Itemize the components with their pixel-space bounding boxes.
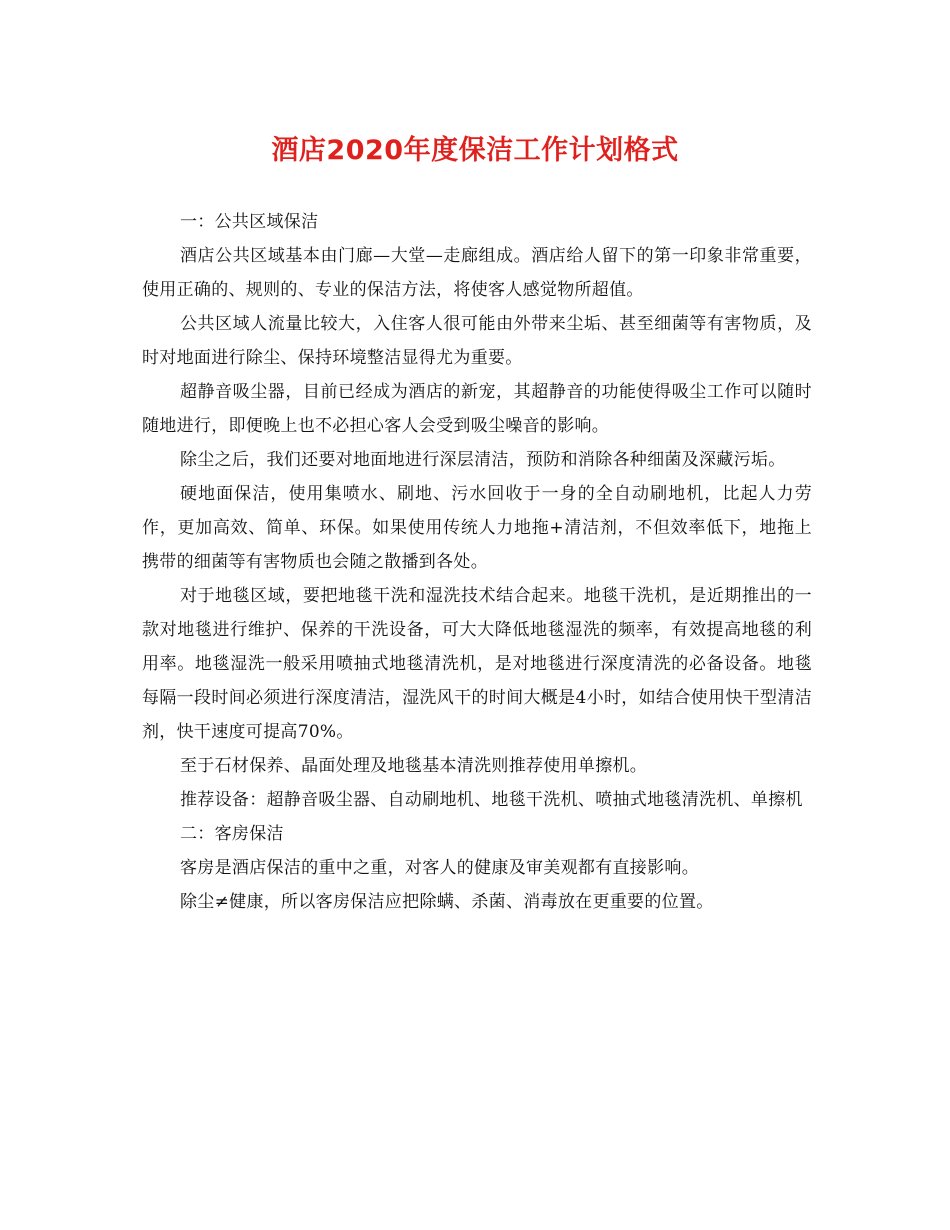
- paragraph: 硬地面保洁，使用集喷水、刷地、污水回收于一身的全自动刷地机，比起人力劳作，更加高效、简单、环保。如果使用传统人力地拖+清洁剂，不但效率低下，地拖上携带的细菌等有害物质也会随之散播到各处。: [142, 484, 812, 572]
- paragraph: 酒店公共区域基本由门廊—大堂—走廊组成。酒店给人留下的第一印象非常重要，使用正确的、规则的、专业的保洁方法，将使客人感觉物所超值。: [142, 246, 812, 300]
- paragraph: 公共区域人流量比较大，入住客人很可能由外带来尘垢、甚至细菌等有害物质，及时对地面进行除尘、保持环境整洁显得尤为重要。: [142, 314, 812, 368]
- paragraph: 除尘≠健康，所以客房保洁应把除螨、杀菌、消毒放在更重要的位置。: [180, 892, 714, 912]
- paragraph: 超静音吸尘器，目前已经成为酒店的新宠，其超静音的功能使得吸尘工作可以随时随地进行，即便晚上也不必担心客人会受到吸尘噪音的影响。: [142, 382, 812, 436]
- paragraph: 至于石材保养、晶面处理及地毯基本清洗则推荐使用单擦机。: [180, 756, 648, 776]
- section-heading-guest-room: 二：客房保洁: [180, 824, 284, 844]
- section-heading-public-area: 一：公共区域保洁: [180, 212, 319, 232]
- document-title: 酒店2020年度保洁工作计划格式: [271, 135, 679, 166]
- paragraph: 除尘之后，我们还要对地面地进行深层清洁，预防和消除各种细菌及深藏污垢。: [180, 450, 786, 470]
- paragraph: 推荐设备：超静音吸尘器、自动刷地机、地毯干洗机、喷抽式地毯清洗机、单擦机: [180, 790, 803, 810]
- document-body: [142, 205, 812, 919]
- paragraph: 客房是酒店保洁的重中之重，对客人的健康及审美观都有直接影响。: [180, 858, 699, 878]
- paragraph: 对于地毯区域，要把地毯干洗和湿洗技术结合起来。地毯干洗机，是近期推出的一款对地毯进行维护、保养的干洗设备，可大大降低地毯湿洗的频率，有效提高地毯的利用率。地毯湿洗一般采用喷抽式地毯清洗机，是对地毯进行深度清洗的必备设备。地毯每隔一段时间必须进行深度清洁，湿洗风干的时间大概是4小时，如结合使用快干型清洁剂，快干速度可提高70%。: [142, 586, 812, 742]
